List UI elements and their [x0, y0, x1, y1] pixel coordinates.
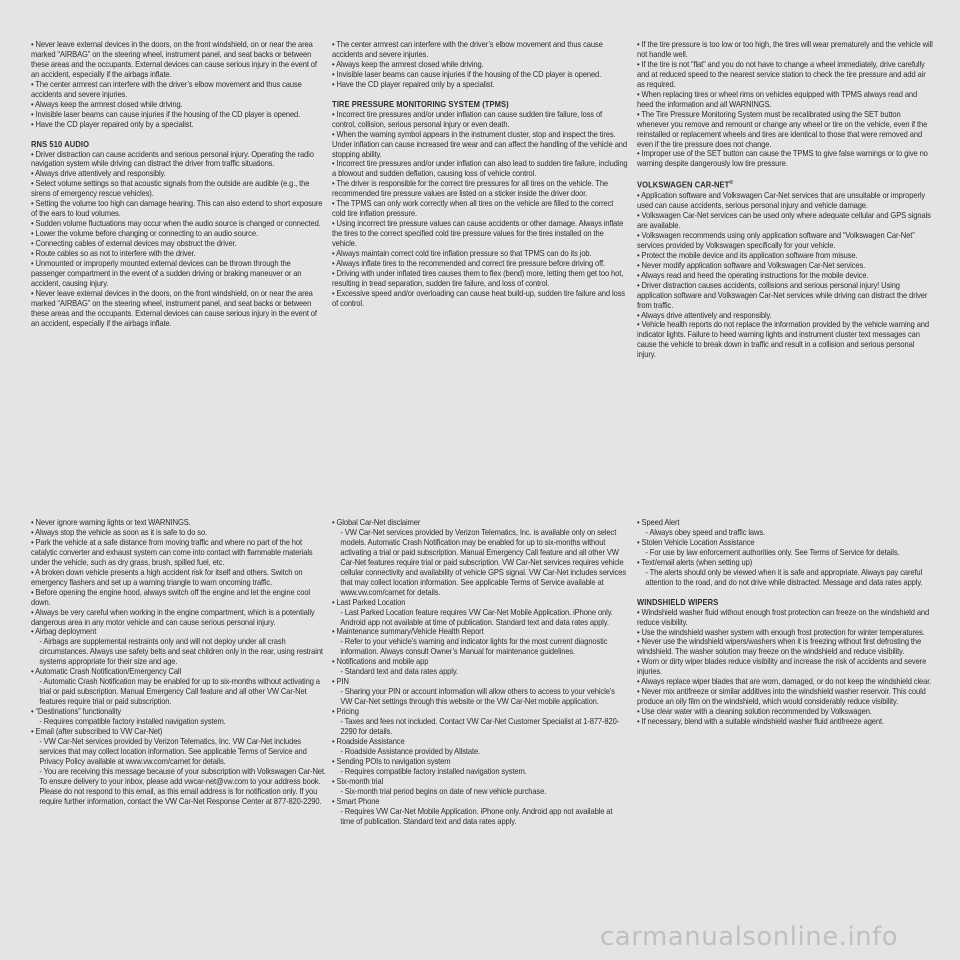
volkswagen-car-net-list — [637, 191, 933, 360]
sub-item: - VW Car-Net services provided by Verizon Telematics, Inc. is available only on select models. Automatic Crash Notification may be enabled for up to six-months without activating a trial or paid subscription. Manual Emergency Call feature and all other VW Car-Net features require trial or paid subscription. VW Car-Net services requires vehicle cellular connectivity and availability of vehicle GPS signal. VW Car-Net includes services that may collect location information. See applicable Terms of Service available at www.vw.com/carnet for details. — [340, 527, 626, 597]
bullet-item: • Always read and heed the operating instructions for the mobile device. — [637, 270, 869, 280]
bullet-item: • Always be very careful when working in the engine compartment, which is a potentially dangerous area in any motor vehicle and can cause serious personal injury. — [31, 607, 315, 627]
column-3-top — [637, 40, 933, 360]
bullet-item: • The Tire Pressure Monitoring System must be recalibrated using the SET button whenever you remove and remount or change any wheel or tire on the vehicle, even if the reinstalled or replacement wheels and tires are identical to those that were removed and even if the tire pressure does not change. — [637, 109, 928, 149]
sub-item: - Roadside Assistance provided by Allstate. — [340, 746, 481, 756]
bullet-item: • Invisible laser beams can cause injuries if the housing of the CD player is opened. — [31, 109, 301, 119]
bullet-item: • Park the vehicle at a safe distance from moving traffic and where no part of the hot catalytic converter and exhaust system can come into contact with flammable materials under the vehicle, such as dry grass, brush, spilled fuel, etc. — [31, 537, 313, 567]
bullet-item: • Always keep the armrest closed while driving. — [31, 99, 183, 109]
bullet-item: • Always replace wiper blades that are worn, damaged, or do not keep the windshield clear. — [637, 677, 932, 687]
bullet-item: • Use clear water with a cleaning solution recommended by Volkswagen. — [637, 707, 872, 717]
sub-item: - You are receiving this message because of your subscription with Volkswagen Car-Net. To ensure delivery to your inbox, please add vwcar-net@vw.com to your address book. Please do not respond to this email, as this email address is for notification only. If you require further information, contact the VW Car-Net Response Center at 877-820-2290. — [39, 766, 326, 806]
tpms-list — [332, 110, 628, 309]
bullet-item: • Stolen Vehicle Location Assistance — [637, 537, 755, 547]
bullet-item: • Global Car-Net disclaimer — [332, 518, 421, 527]
sub-item: - The alerts should only be viewed when it is safe and appropriate. Always pay careful attention to the road, and do not drive while distracted. Message and data rates apply. — [645, 567, 923, 587]
bullet-item: • The driver is responsible for the correct tire pressures for all tires on the vehicle. The recommended tire pressure values are listed on a sticker inside the driver door. — [332, 179, 609, 199]
sub-item: - Taxes and fees not included. Contact VW Car-Net Customer Specialist at 1-877-820-2290 for details. — [340, 717, 620, 737]
bullet-item: • “Destinations” functionality — [31, 707, 122, 717]
bullet-item: • Always keep the armrest closed while driving. — [332, 59, 484, 69]
bullet-item: • If the tire is not “flat” and you do not have to change a wheel immediately, drive carefully and at reduced speed to the nearest service station to check the tire pressure and add air as required. — [637, 59, 926, 89]
bullet-item: • Volkswagen Car-Net services can be used only where adequate cellular and GPS signals are available. — [637, 210, 931, 230]
watermark: carmanualsonline.info — [600, 922, 899, 952]
bullet-item: • Airbag deployment — [31, 627, 97, 637]
bullet-item: • If the tire pressure is too low or too high, the tires will wear prematurely and the vehicle will not handle well. — [637, 40, 933, 59]
bullet-item: • Always drive attentively and responsibly. — [31, 169, 166, 179]
bullet-item: • Before opening the engine hood, always switch off the engine and let the engine cool down. — [31, 587, 310, 607]
col2-top-list — [332, 40, 628, 90]
registered-mark: ® — [729, 180, 734, 187]
bullet-item: • Smart Phone — [332, 796, 380, 806]
bullet-item: • PIN — [332, 677, 349, 687]
sub-item: - Standard text and data rates apply. — [340, 667, 458, 677]
bullet-item: • Use the windshield washer system with enough frost protection for winter temperatures. — [637, 627, 925, 637]
windshield-wipers-list — [637, 608, 933, 727]
bullet-item: • Lower the volume before changing or connecting to an audio source. — [31, 229, 258, 239]
bullet-item: • A broken down vehicle presents a high accident risk for itself and others. Switch on emergency flashers and set up a warning triangle to warn oncoming traffic. — [31, 567, 303, 587]
bullet-item: • Vehicle health reports do not replace the information provided by the vehicle warning and indicator lights. Failure to heed warning lights and instrument cluster text messages can cause the vehicle to break down in traffic and result in a collision and serious personal injury. — [637, 320, 929, 360]
bullet-item: • Notifications and mobile app — [332, 657, 429, 667]
sub-item: - Requires compatible factory installed navigation system. — [340, 766, 527, 776]
bullet-item: • Improper use of the SET button can cause the TPMS to give false warnings or to give no warning despite dangerously low tire pressure. — [637, 149, 928, 169]
bullet-item: • Setting the volume too high can damage hearing. This can also extend to short exposure of the ears to loud volumes. — [31, 199, 323, 219]
bullet-item: • Have the CD player repaired only by a specialist. — [31, 119, 194, 129]
bullet-item: • Windshield washer fluid without enough frost protection can freeze on the windshield and reduce visibility. — [637, 607, 930, 627]
sub-item: - Refer to your vehicle’s warning and indicator lights for the most current diagnostic information. Always consult Owner’s Manual for maintenance guidelines. — [340, 637, 608, 657]
col3-top-list — [637, 40, 933, 169]
column-2-top — [332, 40, 628, 309]
bullet-item: • Incorrect tire pressures and/or under inflation can cause sudden tire failure, loss of control, collision, serious personal injury or even death. — [332, 109, 603, 129]
column-1-bottom — [31, 518, 327, 807]
section-heading-rns-510-audio: RNS 510 AUDIO — [31, 139, 90, 149]
bullet-item: • Excessive speed and/or overloading can cause heat build-up, sudden tire failure and loss of control. — [332, 288, 625, 308]
bullet-item: • Invisible laser beams can cause injuries if the housing of the CD player is opened. — [332, 69, 602, 79]
section-heading-windshield-wipers: WINDSHIELD WIPERS — [637, 597, 719, 607]
bullet-item: • If necessary, blend with a suitable windshield washer fluid antifreeze agent. — [637, 717, 884, 727]
bullet-item: • Using incorrect tire pressure values can cause accidents or other damage. Always inflate the tires to the correct specified cold tire pressure values for the tires installed on the vehicle. — [332, 219, 624, 249]
bullet-item: • When replacing tires or wheel rims on vehicles equipped with TPMS always read and heed the information and all WARNINGS. — [637, 89, 918, 109]
bullet-item: • Never use the windshield wipers/washers when it is freezing without first defrosting the windshield. The washer solution may freeze on the windshield and reduce visibility. — [637, 637, 922, 657]
bullet-item: • Never ignore warning lights or text WARNINGS. — [31, 518, 191, 527]
bullet-item: • Text/email alerts (when setting up) — [637, 557, 753, 567]
bullet-item: • Worn or dirty wiper blades reduce visibility and increase the risk of accidents and severe injuries. — [637, 657, 927, 677]
bullet-item: • Protect the mobile device and its application software from misuse. — [637, 250, 858, 260]
bullet-item: • The center armrest can interfere with the driver’s elbow movement and thus cause accidents and severe injuries. — [31, 79, 302, 99]
bullet-item: • Never leave external devices in the doors, on the front windshield, on or near the area marked “AIRBAG” on the steering wheel, instrument panel, and seat backs or between these areas and the occupants. External devices can cause serious injury in the event of an accident, especially if the airbags inflate. — [31, 40, 317, 79]
bullet-item: • Maintenance summary/Vehicle Health Report — [332, 627, 484, 637]
bullet-item: • Never mix antifreeze or similar additives into the windshield washer reservoir. This could produce an oily film on the windshield, which would considerably reduce visibility. — [637, 687, 926, 707]
bullet-item: • Driver distraction can cause accidents and serious personal injury. Operating the radio navigation system while driving can distract the driver from traffic situations. — [31, 149, 314, 169]
vw-title-text: VOLKSWAGEN CAR-NET — [637, 181, 730, 191]
bullet-item: • Volkswagen recommends using only application software and “Volkswagen Car-Net” services provided by Volkswagen specifically for your vehicle. — [637, 230, 915, 250]
bullet-item: • Always stop the vehicle as soon as it is safe to do so. — [31, 527, 208, 537]
col1-top-list — [31, 40, 327, 130]
bullet-item: • The TPMS can only work correctly when all tires on the vehicle are filled to the correct cold tire inflation pressure. — [332, 199, 614, 219]
bullet-item: • The center armrest can interfere with the driver’s elbow movement and thus cause accidents and severe injuries. — [332, 40, 603, 59]
bullet-item: • Never modify application software and Volkswagen Car-Net services. — [637, 260, 866, 270]
bullet-item: • Connecting cables of external devices may obstruct the driver. — [31, 239, 237, 249]
bullet-item: • Driving with under inflated tires causes them to flex (bend) more, letting them get too hot, resulting in tread separation, sudden tire failure, and loss of control. — [332, 268, 624, 288]
bullet-item: • Automatic Crash Notification/Emergency Call — [31, 667, 182, 677]
sub-item: - Sharing your PIN or account information will allow others to access to your vehicle’s VW Car-Net settings through this website or the VW Car-Net mobile application. — [340, 687, 615, 707]
bullet-item: • Last Parked Location — [332, 597, 406, 607]
section-heading-volkswagen-car-net — [637, 179, 933, 191]
column-2-bottom — [332, 518, 628, 827]
bullet-item: • Speed Alert — [637, 518, 680, 527]
column-3-bottom — [637, 518, 933, 727]
bullet-item: • Sudden volume fluctuations may occur when the audio source is changed or connected. — [31, 219, 321, 229]
col3-bottom-list — [637, 518, 933, 588]
bullet-item: • Have the CD player repaired only by a specialist. — [332, 79, 495, 89]
column-1-top — [31, 40, 327, 329]
sub-item: - Automatic Crash Notification may be enabled for up to six-months without activating a trial or paid subscription. Manual Emergency Call feature and all other VW Car-Net features require trial or paid subscription. — [39, 677, 320, 707]
sub-item: - Requires VW Car-Net Mobile Application. iPhone only. Android app not available at time of publication. Standard text and data rates apply. — [340, 806, 613, 826]
bullet-item: • Six-month trial — [332, 776, 384, 786]
bullet-item: • When the warning symbol appears in the instrument cluster, stop and inspect the tires. Under inflation can cause increased tire wear and can affect the handling of the vehicle and stopping ability. — [332, 129, 627, 159]
section-heading-tpms: TIRE PRESSURE MONITORING SYSTEM (TPMS) — [332, 99, 509, 109]
bullet-item: • Route cables so as not to interfere with the driver. — [31, 249, 196, 259]
bullet-item: • Select volume settings so that acoustic signals from the outside are audible (e.g., the sirens of emergency rescue vehicles). — [31, 179, 310, 199]
bullet-item: • Always maintain correct cold tire inflation pressure so that TPMS can do its job. — [332, 249, 592, 259]
bullet-item: • Driver distraction causes accidents, collisions and serious personal injury! Using application software and Volkswagen Car-Net services while driving can distract the driver from traffic. — [637, 280, 928, 310]
bullet-item: • Incorrect tire pressures and/or under inflation can also lead to sudden tire failure, including a blowout and sudden deflation, causing loss of vehicle control. — [332, 159, 628, 179]
bullet-item: • Application software and Volkswagen Car-Net services that are unsuitable or improperly used can cause accidents, serious personal injury and vehicle damage. — [637, 191, 926, 211]
sub-item: - Last Parked Location feature requires VW Car-Net Mobile Application. iPhone only. Android app not available at time of publication. Standard text and data rates apply. — [340, 607, 613, 627]
col1-bottom-list — [31, 518, 327, 807]
bullet-item: • Pricing — [332, 707, 359, 717]
bullet-item: • Sending POIs to navigation system — [332, 756, 451, 766]
bullet-item: • Email (after subscribed to VW Car-Net) — [31, 727, 163, 737]
sub-item: - Requires compatible factory installed navigation system. — [39, 717, 226, 727]
sub-item: - VW Car-Net services provided by Verizon Telematics, Inc. VW Car-Net includes services that may collect location information. See applicable Terms of Service and Privacy Policy available at www.vw.com/carnet for details. — [39, 736, 307, 766]
sub-item: - For use by law enforcement authorities only. See Terms of Service for details. — [645, 547, 900, 557]
bullet-item: • Unmounted or improperly mounted external devices can be thrown through the passenger compartment in the event of a sudden driving or braking maneuver or an accident, causing injury. — [31, 259, 302, 288]
bullet-item: • Always inflate tires to the recommended and correct tire pressure before driving off. — [332, 259, 605, 269]
bullet-item: • Never leave external devices in the doors, on the front windshield, on or near the area marked “AIRBAG” on the steering wheel, instrument panel, and seat backs or between these areas and the occupants. External devices can cause serious injury in the event of an accident, especially if the airbags inflate. — [31, 288, 317, 328]
bullet-item: • Always drive attentively and responsibly. — [637, 310, 772, 320]
sub-item: - Six-month trial period begins on date of new vehicle purchase. — [340, 786, 547, 796]
sub-item: - Airbags are supplemental restraints only and will not deploy under all crash circumstances. Always use safety belts and seat children only in the rear, using restraint systems appropriate for their size and age. — [39, 637, 323, 667]
rns-510-audio-list — [31, 150, 327, 329]
bullet-item: • Roadside Assistance — [332, 736, 405, 746]
col2-bottom-list — [332, 518, 628, 827]
sub-item: - Always obey speed and traffic laws. — [645, 527, 766, 537]
